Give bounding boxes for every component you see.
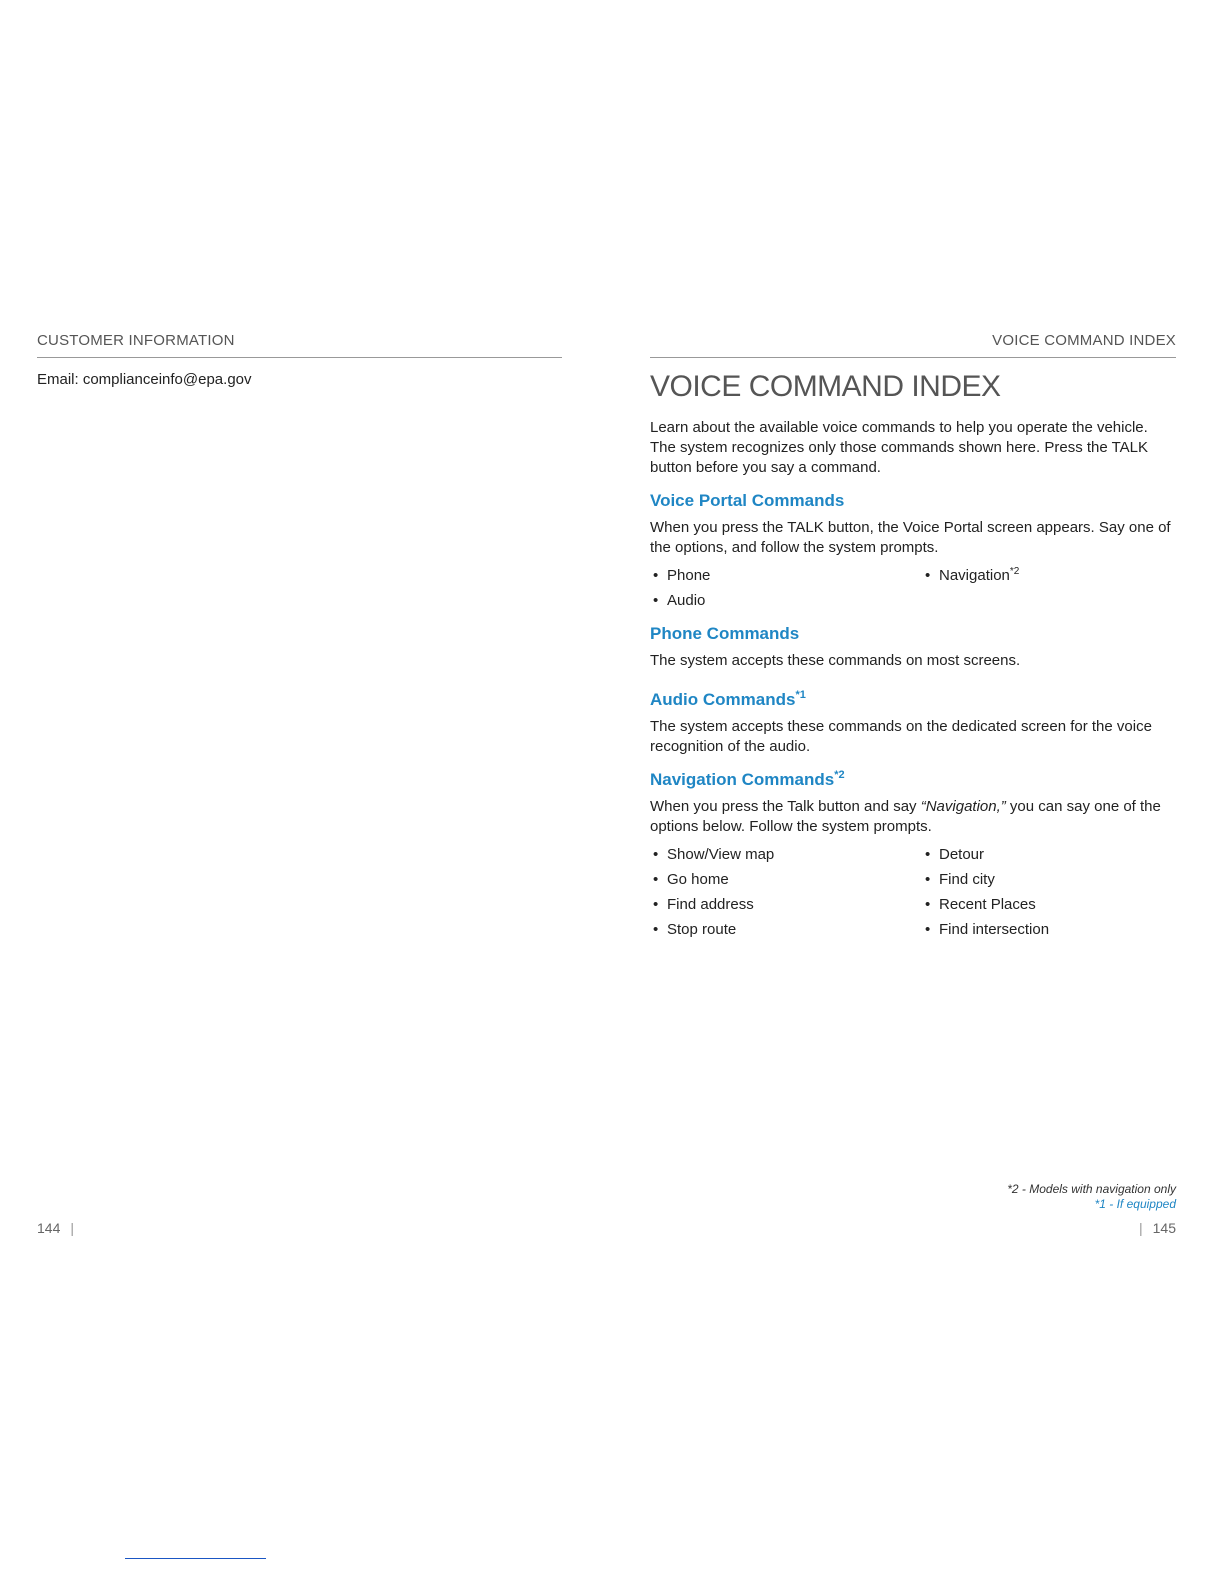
email-line: Email: complianceinfo@epa.gov (37, 371, 252, 388)
audio-heading-note: *1 (795, 689, 806, 701)
link-underline (125, 1558, 266, 1559)
list-item: • Show/View map (650, 845, 922, 865)
list-item: • Go home (650, 870, 922, 890)
list-item-label: Audio (667, 592, 706, 609)
voice-portal-heading-text: Voice Portal Commands (650, 491, 845, 510)
left-header-rule (37, 357, 562, 358)
navigation-heading (650, 769, 1176, 791)
list-item (650, 566, 922, 586)
footnotes (1007, 1182, 1176, 1212)
left-page-number-value: 144 (37, 1220, 61, 1236)
voice-portal-body: When you press the TALK button, the Voice Portal screen appears. Say one of the options, and follow the system prompts. (650, 519, 1171, 556)
list-item: • Stop route (650, 920, 922, 940)
voice-portal-heading (650, 490, 1176, 512)
navigation-body-start: When you press the Talk button and say (650, 798, 921, 815)
phone-body: The system accepts these commands on most screens. (650, 652, 1021, 669)
list-item (922, 566, 1176, 586)
phone-heading-text: Phone Commands (650, 624, 800, 643)
navigation-heading-text: Navigation Commands (650, 770, 835, 789)
list-item: • Find intersection (922, 920, 1176, 940)
list-item-label: Navigation (939, 567, 1010, 584)
navigation-body (650, 797, 1176, 837)
right-page (650, 0, 1176, 1584)
intro-paragraph: Learn about the available voice commands to help you operate the vehicle. The system recognizes only those commands shown here. Press the TALK button before you say a command. (650, 419, 1149, 476)
navigation-quote: “Navigation,” (920, 798, 1006, 815)
right-header-rule (650, 357, 1176, 358)
right-page-number (1129, 1220, 1176, 1236)
voice-command-content (650, 368, 1176, 944)
list-item (650, 591, 922, 611)
list-item: • Find address (650, 895, 922, 915)
list-item: • Find city (922, 870, 1176, 890)
page-title: VOICE COMMAND INDEX (650, 370, 1001, 403)
left-folio-separator: | (70, 1220, 74, 1236)
footnote-navigation-only: *2 - Models with navigation only (1007, 1182, 1176, 1196)
audio-heading (650, 689, 1176, 711)
right-page-number-value: 145 (1152, 1220, 1176, 1236)
phone-section (650, 623, 1176, 671)
navigation-section (650, 769, 1176, 940)
left-page-number (37, 1220, 84, 1236)
list-item: • Recent Places (922, 895, 1176, 915)
voice-portal-list (650, 566, 1176, 611)
list-item: • Detour (922, 845, 1176, 865)
audio-section (650, 689, 1176, 757)
list-item-label: Phone (667, 567, 711, 584)
right-folio-separator: | (1139, 1220, 1143, 1236)
left-running-head: CUSTOMER INFORMATION (37, 332, 235, 349)
left-page (37, 0, 562, 1584)
navigation-heading-note: *2 (834, 769, 845, 781)
audio-heading-text: Audio Commands (650, 690, 796, 709)
navigation-list (650, 845, 1176, 940)
footnote-if-equipped: *1 - If equipped (1094, 1197, 1176, 1211)
audio-body: The system accepts these commands on the dedicated screen for the voice recognition of the audio. (650, 718, 1152, 755)
phone-heading (650, 623, 1176, 645)
navigation-body-end: you can say one of the options below. Follow the system prompts. (650, 798, 1161, 835)
footnote-marker: *2 (1009, 566, 1020, 577)
right-running-head: VOICE COMMAND INDEX (992, 332, 1176, 349)
voice-portal-section (650, 490, 1176, 611)
